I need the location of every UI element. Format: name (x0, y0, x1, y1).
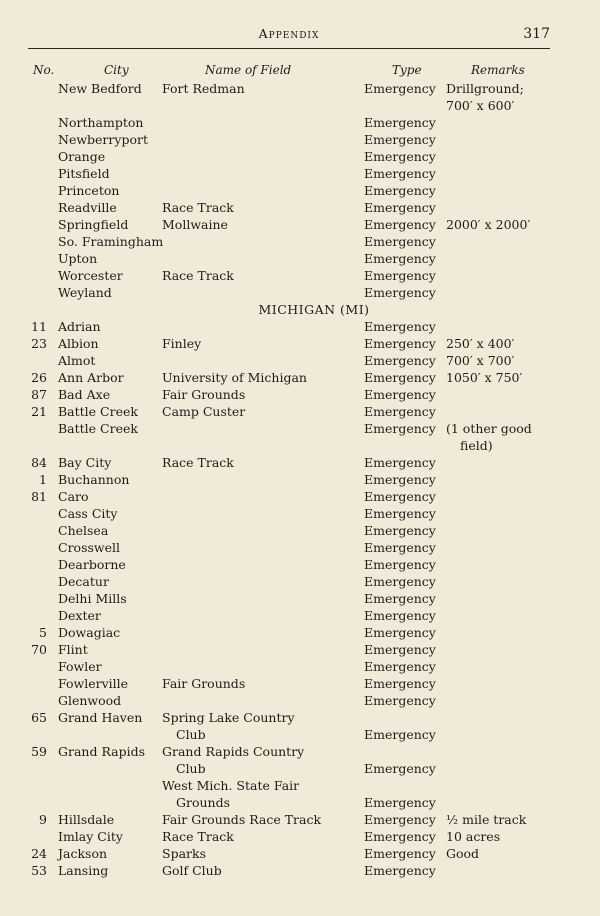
cell-type: Emergency (364, 727, 436, 742)
cell-city: New Bedford (58, 81, 142, 96)
cell-city: Battle Creek (58, 421, 138, 436)
cell-city: Albion (58, 336, 99, 351)
cell-city: Buchannon (58, 472, 130, 487)
cell-field-name: West Mich. State Fair (162, 778, 300, 793)
cell-city: Cass City (58, 506, 118, 521)
cell-type: Emergency (364, 523, 436, 538)
table-row (0, 80, 600, 97)
table-row (0, 369, 600, 386)
cell-no: 23 (31, 336, 47, 351)
cell-type: Emergency (364, 421, 436, 436)
running-head (28, 26, 550, 48)
table-row (0, 199, 600, 216)
cell-remarks: Drillground; (446, 81, 524, 96)
cell-type: Emergency (364, 574, 436, 589)
table-row (0, 437, 600, 454)
table-row (0, 522, 600, 539)
cell-city: Chelsea (58, 523, 109, 538)
cell-field-name: Race Track (162, 829, 234, 844)
cell-field-name: Camp Custer (162, 404, 246, 419)
cell-city: Almot (58, 353, 96, 368)
cell-type: Emergency (364, 812, 436, 827)
cell-no: 24 (31, 846, 47, 861)
table-row (0, 641, 600, 658)
cell-remarks: 10 acres (446, 829, 501, 844)
cell-type: Emergency (364, 455, 436, 470)
table-row (0, 692, 600, 709)
cell-city: Hillsdale (58, 812, 115, 827)
michigan-rows (0, 318, 600, 879)
cell-city: Dearborne (58, 557, 126, 572)
cell-city: Ann Arbor (58, 370, 124, 385)
table-row (0, 556, 600, 573)
cell-no: 11 (31, 319, 47, 334)
cell-type: Emergency (364, 676, 436, 691)
cell-type: Emergency (364, 846, 436, 861)
cell-city: Pitsfield (58, 166, 110, 181)
cell-city: Northampton (58, 115, 144, 130)
cell-city: Worcester (58, 268, 123, 283)
table-row (0, 471, 600, 488)
cell-type: Emergency (364, 540, 436, 555)
table-row (0, 284, 600, 301)
cell-no: 59 (31, 744, 47, 759)
cell-type: Emergency (364, 659, 436, 674)
header-rule (28, 48, 550, 49)
table-row (0, 539, 600, 556)
cell-type: Emergency (364, 795, 436, 810)
cell-city: So. Framingham (58, 234, 164, 249)
cell-no: 65 (31, 710, 47, 725)
table-row (0, 845, 600, 862)
cell-city: Princeton (58, 183, 120, 198)
cell-city: Glenwood (58, 693, 122, 708)
cell-type: Emergency (364, 115, 436, 130)
cell-city: Fowler (58, 659, 102, 674)
cell-city: Caro (58, 489, 89, 504)
cell-city: Weyland (58, 285, 112, 300)
cell-field-name: University of Michigan (162, 370, 307, 385)
table-row (0, 267, 600, 284)
cell-type: Emergency (364, 506, 436, 521)
cell-field-name: Race Track (162, 268, 234, 283)
cell-type: Emergency (364, 200, 436, 215)
cell-city: Decatur (58, 574, 109, 589)
cell-field-name: Golf Club (162, 863, 222, 878)
table-row (0, 607, 600, 624)
column-headers (0, 60, 600, 80)
cell-field-name: Fort Redman (162, 81, 245, 96)
cell-field-name: Club (176, 761, 206, 776)
table-row (0, 454, 600, 471)
table-row (0, 743, 600, 760)
cell-city: Delhi Mills (58, 591, 127, 606)
cell-no: 87 (31, 387, 47, 402)
cell-no: 26 (31, 370, 47, 385)
cell-city: Bay City (58, 455, 112, 470)
table-row (0, 352, 600, 369)
cell-no: 21 (31, 404, 47, 419)
table-row (0, 318, 600, 335)
cell-type: Emergency (364, 285, 436, 300)
cell-type: Emergency (364, 353, 436, 368)
cell-no: 53 (31, 863, 47, 878)
cell-city: Readville (58, 200, 117, 215)
table-row (0, 811, 600, 828)
table-row (0, 335, 600, 352)
cell-type: Emergency (364, 149, 436, 164)
cell-city: Crosswell (58, 540, 120, 555)
cell-type: Emergency (364, 319, 436, 334)
cell-type: Emergency (364, 336, 436, 351)
cell-no: 9 (39, 812, 47, 827)
cell-remarks: field) (460, 438, 493, 453)
cell-type: Emergency (364, 404, 436, 419)
cell-type: Emergency (364, 387, 436, 402)
table-row (0, 828, 600, 845)
running-title: Appendix (258, 26, 320, 41)
cell-no: 70 (31, 642, 47, 657)
table-row (0, 216, 600, 233)
table-row (0, 233, 600, 250)
massachusetts-rows (0, 80, 600, 301)
col-header-field: Name of Field (205, 63, 292, 77)
cell-type: Emergency (364, 472, 436, 487)
cell-type: Emergency (364, 81, 436, 96)
page-number: 317 (523, 26, 550, 42)
cell-type: Emergency (364, 829, 436, 844)
cell-city: Imlay City (58, 829, 123, 844)
cell-city: Flint (58, 642, 88, 657)
cell-type: Emergency (364, 217, 436, 232)
cell-remarks: 700′ x 600′ (446, 98, 515, 113)
cell-remarks: ½ mile track (446, 812, 527, 827)
table-row (0, 709, 600, 726)
col-header-city: City (104, 63, 129, 77)
cell-remarks: 700′ x 700′ (446, 353, 515, 368)
cell-type: Emergency (364, 166, 436, 181)
cell-city: Dexter (58, 608, 101, 623)
cell-field-name: Race Track (162, 455, 234, 470)
cell-field-name: Grand Rapids Country (162, 744, 305, 759)
cell-field-name: Fair Grounds (162, 676, 246, 691)
airfield-table (0, 60, 600, 879)
cell-no: 5 (39, 625, 47, 640)
cell-no: 84 (31, 455, 47, 470)
cell-field-name: Club (176, 727, 206, 742)
table-row (0, 590, 600, 607)
cell-city: Bad Axe (58, 387, 111, 402)
table-row (0, 403, 600, 420)
cell-type: Emergency (364, 761, 436, 776)
cell-city: Grand Haven (58, 710, 143, 725)
table-row (0, 624, 600, 641)
cell-type: Emergency (364, 132, 436, 147)
cell-type: Emergency (364, 557, 436, 572)
table-row (0, 658, 600, 675)
cell-city: Battle Creek (58, 404, 138, 419)
cell-city: Jackson (58, 846, 108, 861)
cell-city: Adrian (58, 319, 101, 334)
cell-city: Dowagiac (58, 625, 121, 640)
cell-no: 81 (31, 489, 47, 504)
cell-field-name: Finley (162, 336, 202, 351)
cell-remarks: (1 other good (446, 421, 532, 436)
table-row (0, 760, 600, 777)
cell-type: Emergency (364, 489, 436, 504)
col-header-remarks: Remarks (471, 63, 525, 77)
cell-type: Emergency (364, 625, 436, 640)
table-row (0, 131, 600, 148)
cell-type: Emergency (364, 642, 436, 657)
table-row (0, 777, 600, 794)
cell-field-name: Fair Grounds (162, 387, 246, 402)
table-row (0, 505, 600, 522)
table-row (0, 488, 600, 505)
cell-no: 1 (39, 472, 47, 487)
cell-type: Emergency (364, 863, 436, 878)
table-row (0, 794, 600, 811)
cell-field-name: Grounds (176, 795, 231, 810)
cell-city: Upton (58, 251, 98, 266)
table-row (0, 386, 600, 403)
cell-type: Emergency (364, 608, 436, 623)
table-row (0, 675, 600, 692)
cell-type: Emergency (364, 268, 436, 283)
cell-field-name: Race Track (162, 200, 234, 215)
col-header-type: Type (392, 63, 422, 77)
cell-type: Emergency (364, 183, 436, 198)
table-row (0, 250, 600, 267)
cell-type: Emergency (364, 591, 436, 606)
cell-field-name: Fair Grounds Race Track (162, 812, 322, 827)
cell-remarks: 2000′ x 2000′ (446, 217, 531, 232)
cell-type: Emergency (364, 234, 436, 249)
table-row (0, 148, 600, 165)
cell-type: Emergency (364, 370, 436, 385)
cell-city: Orange (58, 149, 106, 164)
cell-field-name: Mollwaine (162, 217, 228, 232)
col-header-no: No. (33, 63, 55, 77)
table-row (0, 726, 600, 743)
cell-city: Lansing (58, 863, 109, 878)
cell-city: Fowlerville (58, 676, 129, 691)
section-heading-michigan: MICHIGAN (MI) (258, 302, 370, 317)
cell-remarks: 250′ x 400′ (446, 336, 515, 351)
cell-remarks: Good (446, 846, 480, 861)
table-row (0, 165, 600, 182)
cell-type: Emergency (364, 693, 436, 708)
table-row (0, 573, 600, 590)
cell-field-name: Sparks (162, 846, 206, 861)
cell-remarks: 1050′ x 750′ (446, 370, 523, 385)
table-row (0, 182, 600, 199)
table-row (0, 97, 600, 114)
table-row (0, 862, 600, 879)
cell-city: Grand Rapids (58, 744, 146, 759)
cell-type: Emergency (364, 251, 436, 266)
cell-city: Newberryport (58, 132, 148, 147)
cell-field-name: Spring Lake Country (162, 710, 295, 725)
table-row (0, 114, 600, 131)
cell-city: Springfield (58, 217, 129, 232)
table-row (0, 420, 600, 437)
